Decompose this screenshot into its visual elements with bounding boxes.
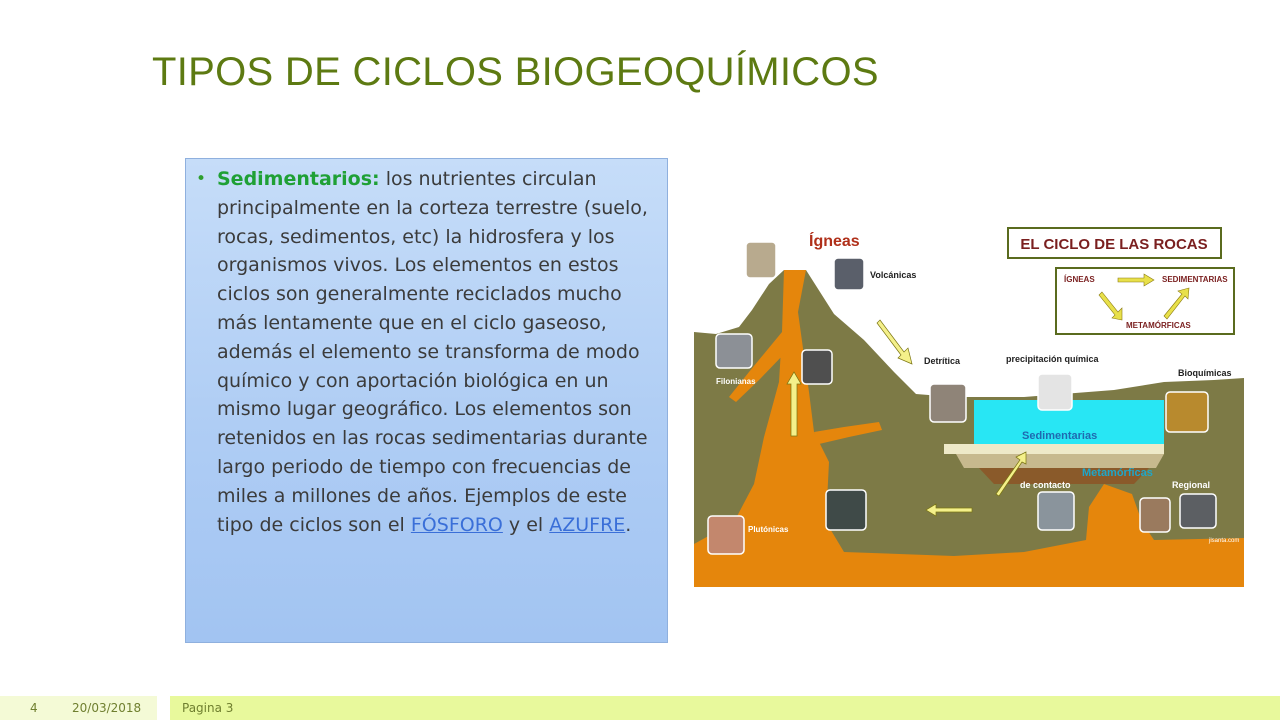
legend-metamorficas: METAMÓRFICAS — [1126, 321, 1191, 330]
slide-footer — [0, 696, 1280, 720]
term-label: Sedimentarios: — [217, 168, 380, 190]
label-igneas: Ígneas — [809, 233, 860, 250]
diagram-title: EL CICLO DE LAS ROCAS — [1020, 236, 1208, 253]
content-text-box — [185, 158, 668, 643]
sediment-band-mid — [956, 454, 1164, 468]
label-filonianas: Filonianas — [716, 377, 756, 386]
rock-sample-biochemical — [1166, 392, 1208, 432]
legend-igneas: ÍGNEAS — [1064, 275, 1095, 284]
connector-text: y el — [502, 513, 550, 536]
label-plutonicas: Plutónicas — [748, 525, 789, 534]
rock-cycle-svg — [694, 222, 1244, 587]
rock-sample-contact — [1038, 492, 1074, 530]
rock-cycle-diagram — [694, 222, 1244, 587]
rock-sample-dike — [802, 350, 832, 384]
footer-divider — [157, 696, 170, 720]
rock-sample-basalt — [834, 258, 864, 290]
rock-sample-granite — [746, 242, 776, 278]
rock-sample-plutonic-1 — [826, 490, 866, 530]
body-text: los nutrientes circulan principalmente en la corteza terrestre (suelo, rocas, sedimentos, etc) la hidrosfera y los organismos vivos. Los elementos en estos ciclos son generalmente reciclados mucho más lentamente que en el ciclo gaseoso, además el elemento se transforma de modo químico y con aportación biológica en un mismo lugar geográfico. Los elementos son retenidos en las rocas sedimentarias durante largo periodo de tiempo con frecuencias de miles a millones de años. Ejemplos de este tipo de ciclos son el — [217, 168, 648, 536]
label-contacto: de contacto — [1020, 480, 1071, 490]
legend-sedimentarias: SEDIMENTARIAS — [1162, 275, 1228, 284]
rock-sample-detrital — [930, 384, 966, 422]
fosforo-link[interactable]: FÓSFORO — [410, 513, 503, 536]
rock-sample-regional-1 — [1140, 498, 1170, 532]
rock-sample-precipitation — [1038, 374, 1072, 410]
rock-sample-regional-2 — [1180, 494, 1216, 528]
label-bioquimicas: Bioquímicas — [1178, 368, 1232, 378]
label-regional: Regional — [1172, 480, 1211, 490]
footer-right-band — [170, 696, 1280, 720]
rock-sample-filonian — [716, 334, 752, 368]
rock-sample-plutonic-2 — [708, 516, 744, 554]
bullet-paragraph — [196, 165, 654, 539]
bullet-icon: • — [196, 169, 207, 189]
label-sedimentarias: Sedimentarias — [1022, 430, 1098, 442]
label-volcanicas: Volcánicas — [870, 270, 917, 280]
slide-number: 4 — [30, 701, 38, 715]
footer-date: 20/03/2018 — [72, 701, 142, 715]
ending-text: . — [625, 513, 632, 536]
label-metamorficas: Metamórficas — [1082, 467, 1153, 479]
azufre-link[interactable]: AZUFRE — [549, 513, 626, 536]
bullet-item — [196, 165, 654, 539]
slide-title: TIPOS DE CICLOS BIOGEOQUÍMICOS — [152, 50, 879, 94]
footer-page-label: Pagina 3 — [182, 701, 234, 715]
label-detritica: Detrítica — [924, 356, 961, 366]
label-credit: jlsanta.com — [1209, 538, 1240, 544]
sediment-band-light — [944, 444, 1164, 454]
label-precipitacion: precipitación química — [1006, 354, 1099, 364]
